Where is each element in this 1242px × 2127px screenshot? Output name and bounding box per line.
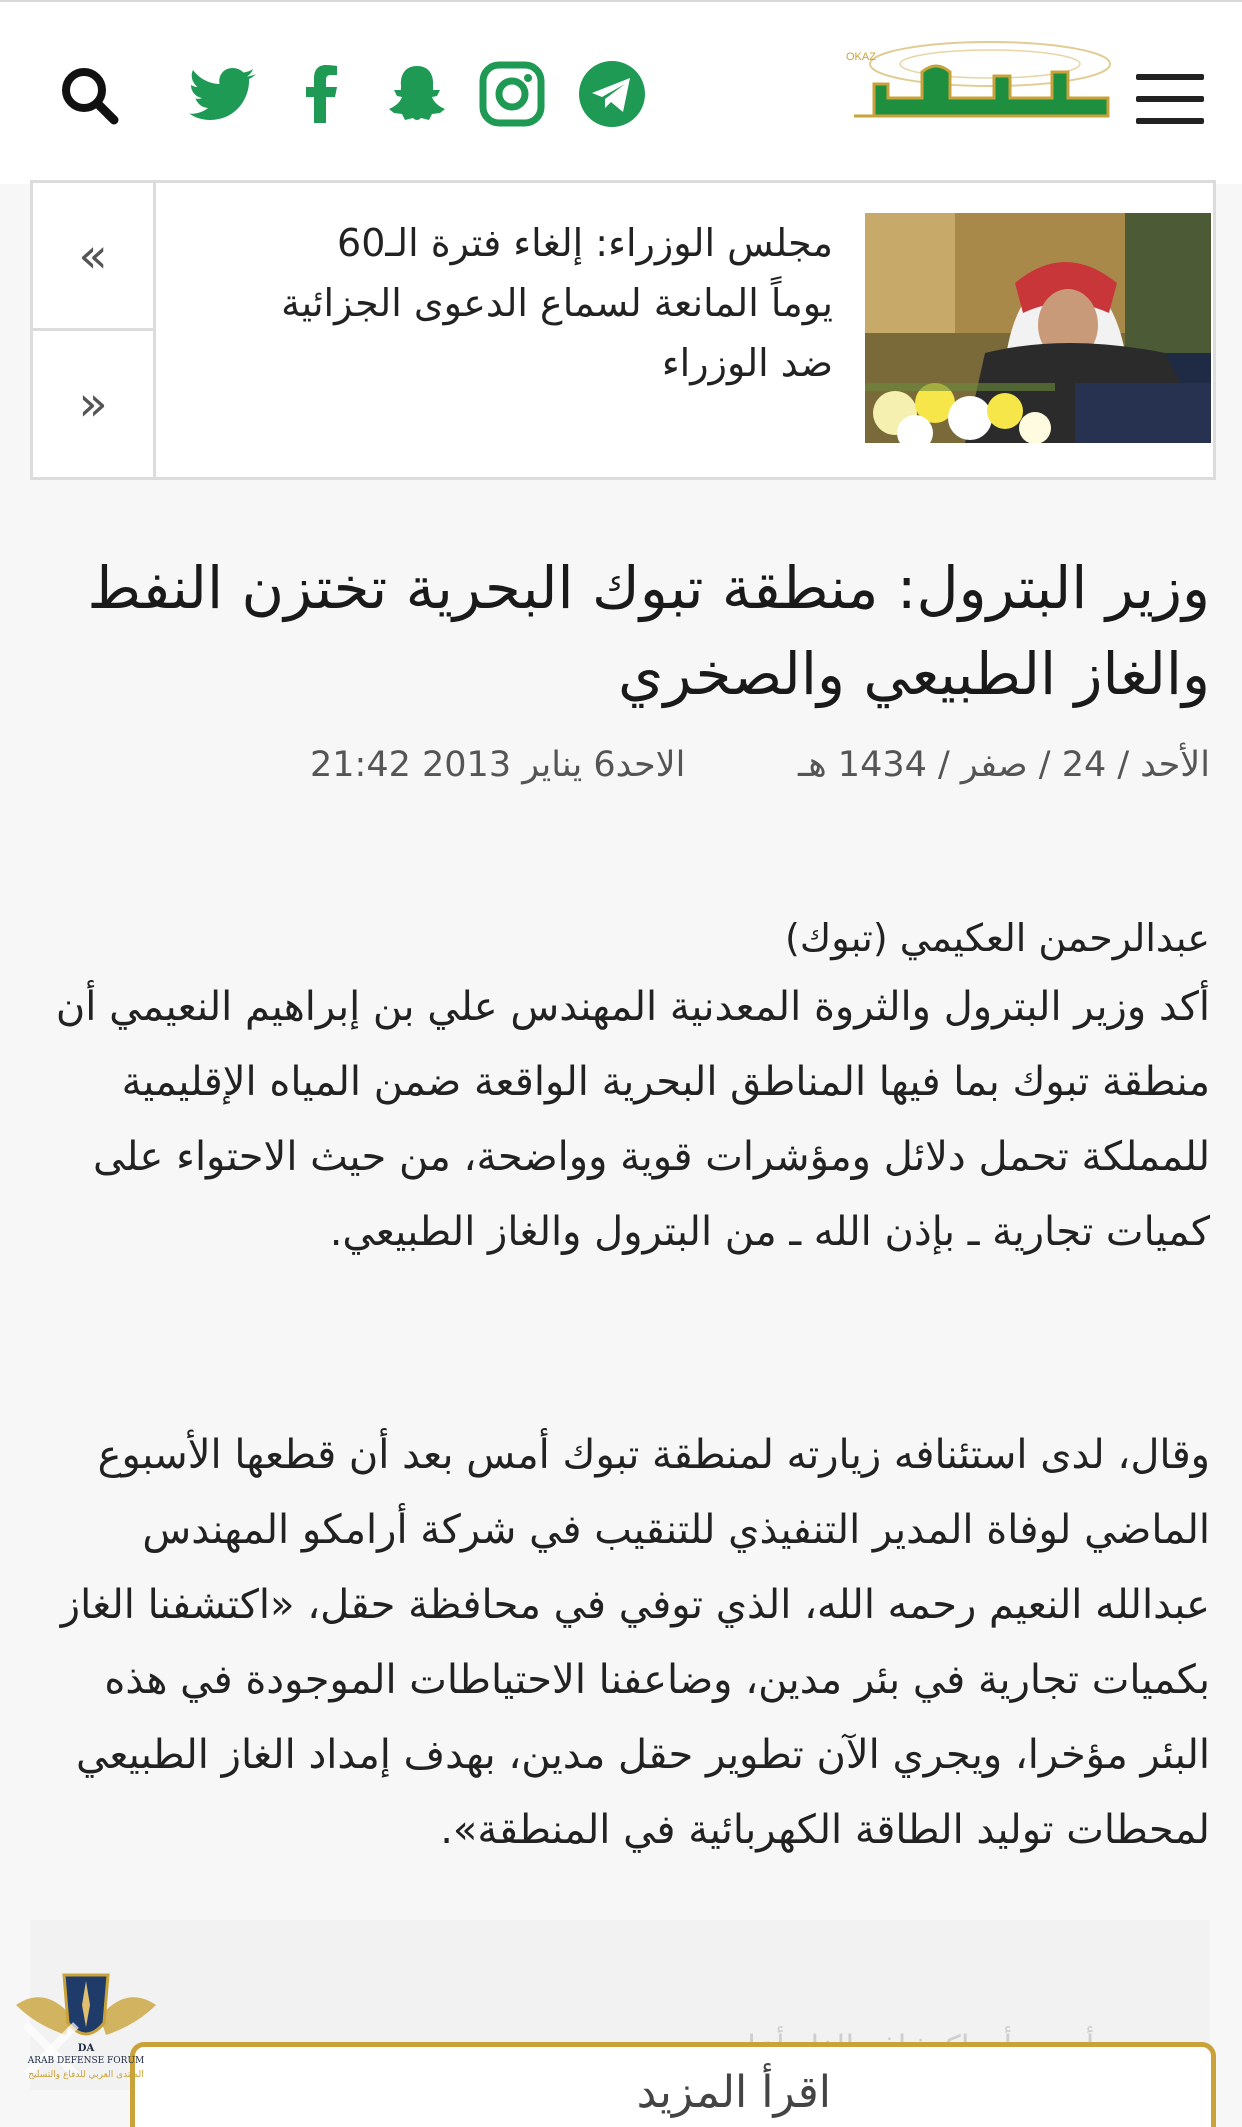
date-gregorian: الاحد6 يناير 2013 21:42 <box>310 745 686 785</box>
ticker-next-button[interactable] <box>33 331 153 476</box>
ticker-thumbnail-image[interactable] <box>865 213 1211 443</box>
arab-defense-forum-watermark-logo <box>6 1965 166 2089</box>
read-more-label: اقرأ المزيد <box>636 2067 831 2118</box>
logo-okaz-text: OKAZ <box>846 51 876 63</box>
watermark-english-text: ARAB DEFENSE FORUM <box>27 2056 145 2066</box>
svg-text:DA: DA <box>77 2043 95 2054</box>
ticker-prev-button[interactable] <box>33 183 153 331</box>
article-paragraph: أكد وزير البترول والثروة المعدنية المهندس علي بن إبراهيم النعيمي أن منطقة تبوك بما فيها المناطق البحرية الواقعة ضمن المياه الإقليمية للمملكة تحمل دلائل ومؤشرات قوية وواضحة، من حيث الاحتواء على كميات تجارية ـ بإذن الله ـ من البترول والغاز الطبيعي. <box>55 984 1210 1255</box>
site-header <box>0 0 1242 184</box>
ticker-navigation <box>33 183 156 477</box>
news-ticker <box>30 180 1216 480</box>
ticker-headline-link[interactable]: مجلس الوزراء: إلغاء فترة الـ60 يوماً المانعة لسماع الدعوى الجزائية ضد الوزراء <box>281 221 833 385</box>
twitter-icon[interactable] <box>188 57 262 131</box>
date-hijri: الأحد / 24 / صفر / 1434 هـ <box>797 745 1210 785</box>
telegram-icon[interactable] <box>575 57 649 131</box>
double-chevron-left-icon: « <box>78 227 108 284</box>
read-more-box[interactable] <box>130 2042 1216 2127</box>
article-title: وزير البترول: منطقة تبوك البحرية تختزن النفط والغاز الطبيعي والصخري <box>87 554 1210 708</box>
watermark-arabic-text: المنتدى العربي للدفاع والتسليح <box>28 2070 144 2080</box>
article-paragraph: وقال، لدى استئنافه زيارته لمنطقة تبوك أمس بعد أن قطعها الأسبوع الماضي لوفاة المدير التنفيذي للتنقيب في شركة أرامكو المهندس عبدالله النعيم رحمه الله، الذي توفي في محافظة حقل، «اكتشفنا الغاز بكميات تجارية في بئر مدين، وضاعفنا الاحتياطات الموجودة في هذه البئر مؤخرا، ويجري الآن تطوير حقل مدين، بهدف إمداد الغاز الطبيعي لمحطات توليد الطاقة الكهربائية في المنطقة». <box>60 1432 1210 1853</box>
instagram-icon[interactable] <box>475 57 549 131</box>
snapchat-icon[interactable] <box>380 57 454 131</box>
facebook-icon[interactable] <box>285 57 359 131</box>
article-meta <box>30 745 1210 795</box>
double-chevron-right-icon: » <box>78 375 108 432</box>
related-promo <box>30 1920 1210 2118</box>
search-icon[interactable] <box>58 64 122 128</box>
article-byline: عبدالرحمن العكيمي (تبوك) <box>785 916 1210 960</box>
hamburger-menu-icon[interactable] <box>1136 74 1204 124</box>
okaz-logo[interactable] <box>840 32 1120 132</box>
